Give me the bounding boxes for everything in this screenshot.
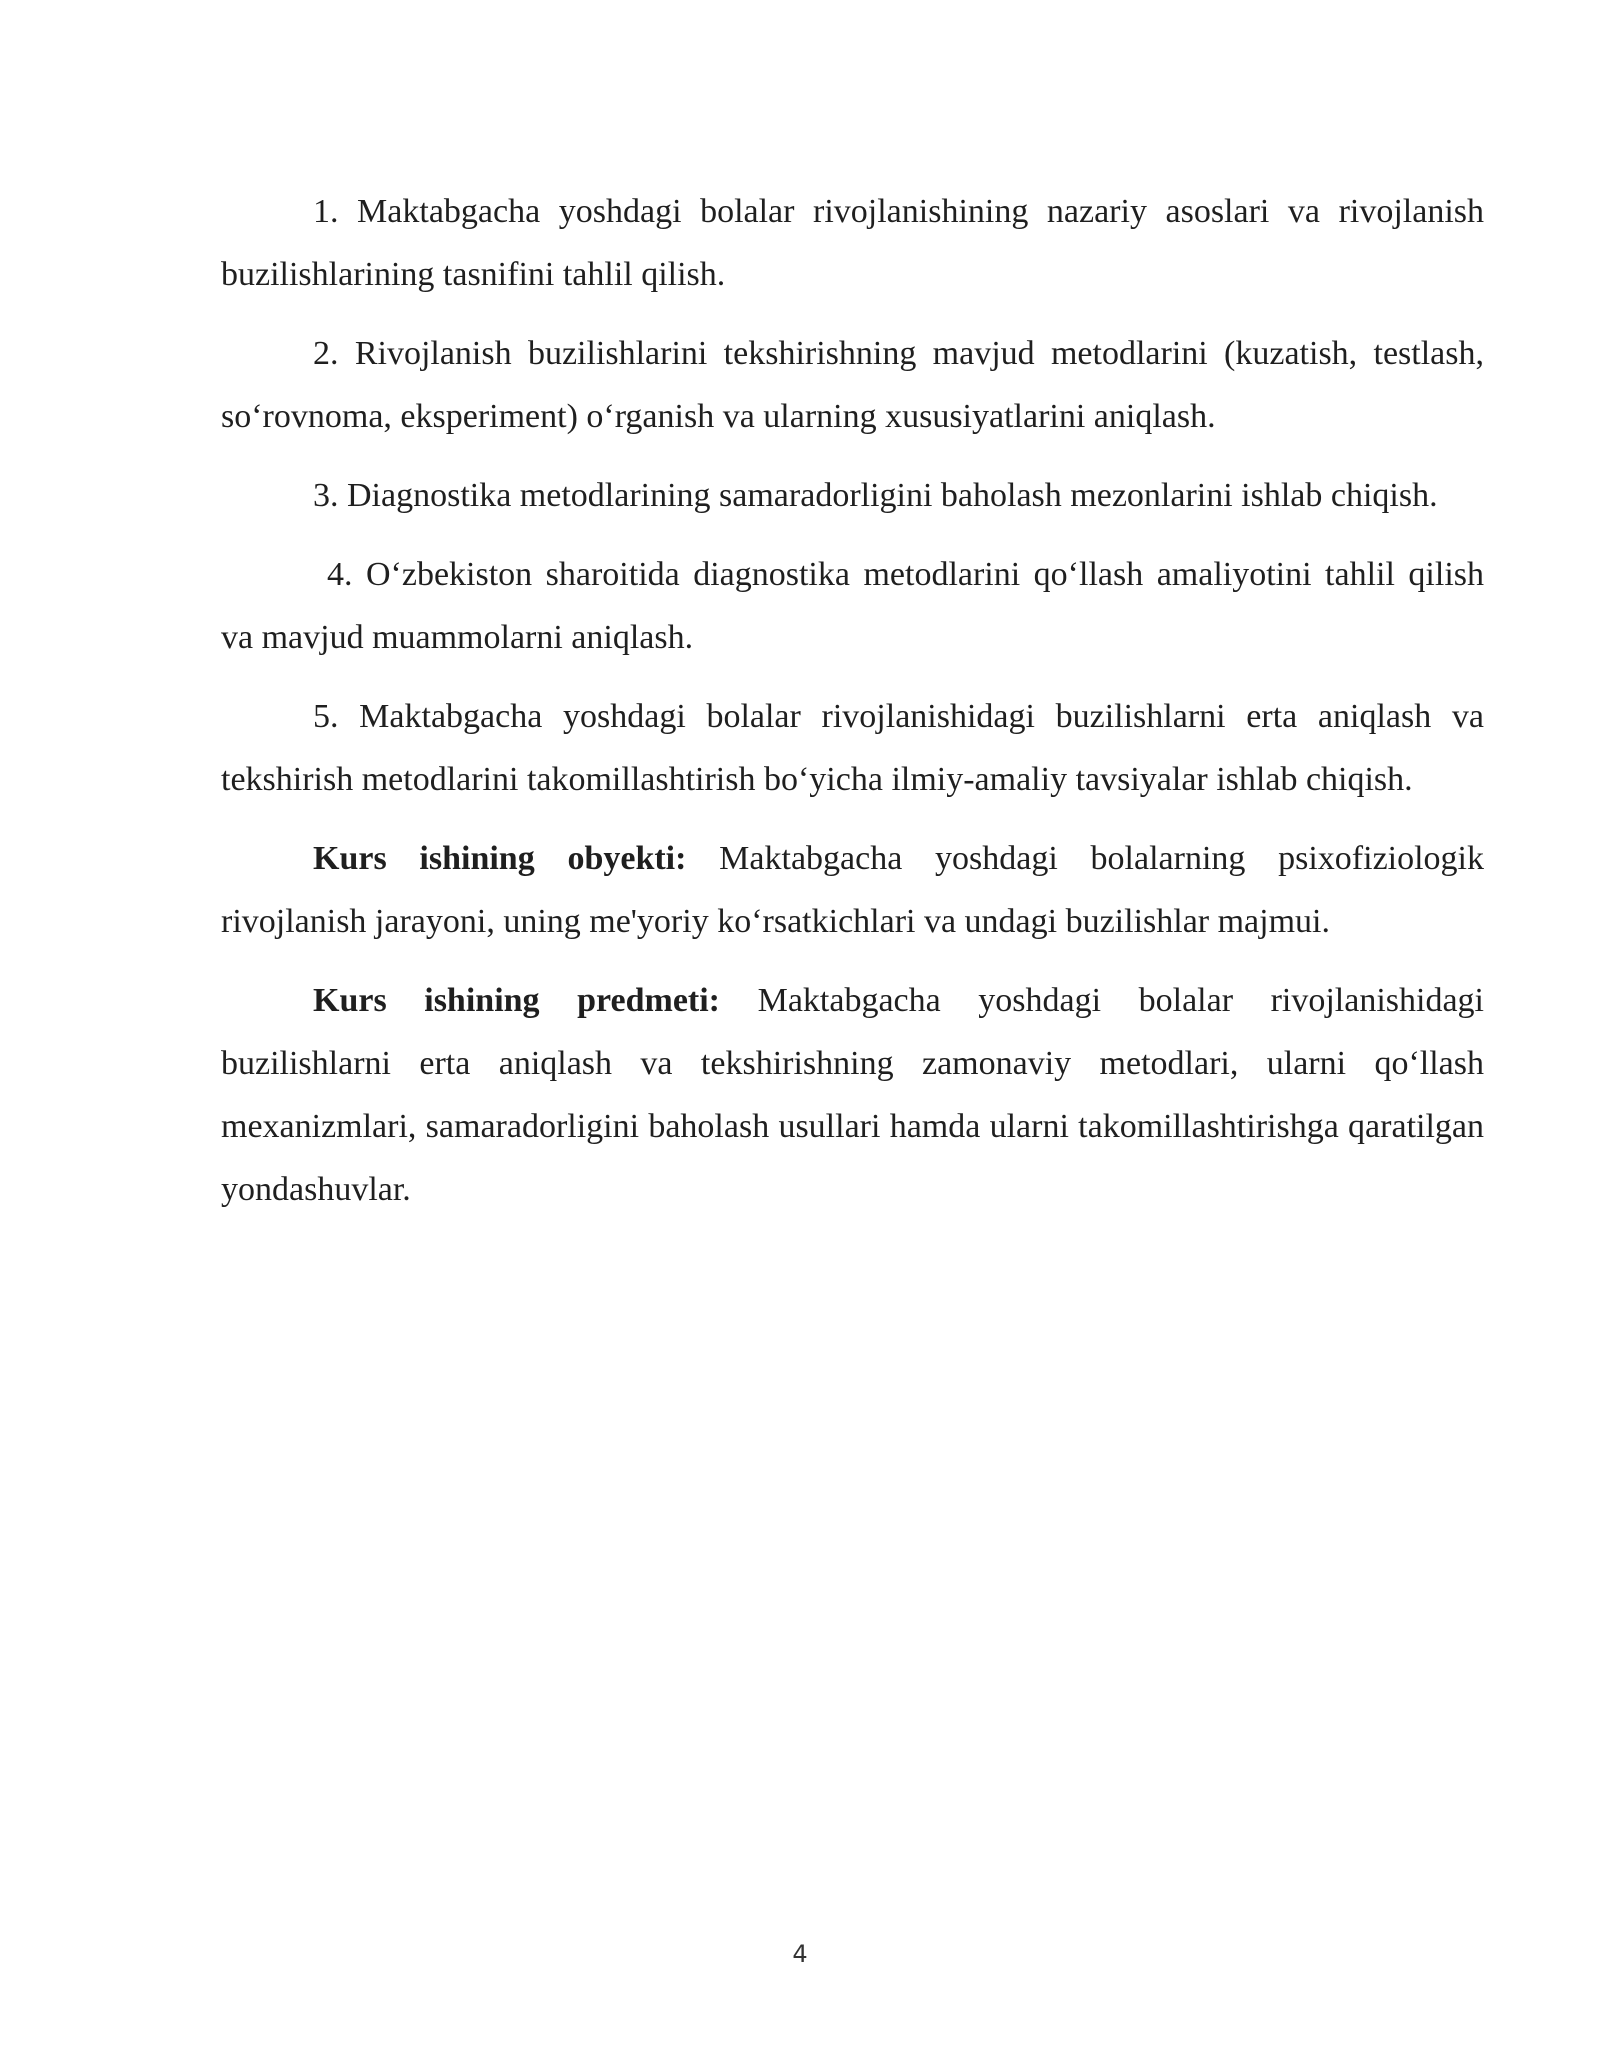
research-object-paragraph	[221, 827, 1484, 953]
task-item-3	[221, 464, 1484, 527]
research-subject-label: Kurs ishining predmeti:	[313, 982, 721, 1019]
page-number: 4	[792, 1940, 808, 1968]
task-item-4	[221, 543, 1484, 669]
page-body	[221, 180, 1484, 1237]
research-subject-text: Maktabgacha yoshdagi bolalar rivojlanishidagi buzilishlarni erta aniqlash va tekshirishning zamonaviy metodlari, ularni qo‘llash mexanizmlari, samaradorligini baholash usullari hamda ularni takomillashtirishga qaratilgan yondashuvlar.	[221, 982, 1484, 1208]
task-item-2-text: 2. Rivojlanish buzilishlarini tekshirishning mavjud metodlarini (kuzatish, testlash, so‘rovnoma, eksperiment) o‘rganish va ularning xususiyatlarini aniqlash.	[221, 335, 1484, 435]
task-item-5	[221, 685, 1484, 811]
task-item-1	[221, 180, 1484, 306]
research-subject-paragraph	[221, 969, 1484, 1221]
task-item-3-text: 3. Diagnostika metodlarining samaradorligini baholash mezonlarini ishlab chiqish.	[313, 477, 1438, 514]
research-object-text: Maktabgacha yoshdagi bolalarning psixofiziologik rivojlanish jarayoni, uning me'yoriy ko‘rsatkichlari va undagi buzilishlar majmui.	[221, 840, 1484, 940]
research-object-label: Kurs ishining obyekti:	[313, 840, 687, 877]
task-item-4-text: 4. O‘zbekiston sharoitida diagnostika metodlarini qo‘llash amaliyotini tahlil qilish va mavjud muammolarni aniqlash.	[221, 556, 1484, 656]
task-item-1-text: 1. Maktabgacha yoshdagi bolalar rivojlanishining nazariy asoslari va rivojlanish buzilishlarining tasnifini tahlil qilish.	[221, 193, 1484, 293]
task-item-5-text: 5. Maktabgacha yoshdagi bolalar rivojlanishidagi buzilishlarni erta aniqlash va tekshirish metodlarini takomillashtirish bo‘yicha ilmiy-amaliy tavsiyalar ishlab chiqish.	[221, 698, 1484, 798]
task-item-2	[221, 322, 1484, 448]
